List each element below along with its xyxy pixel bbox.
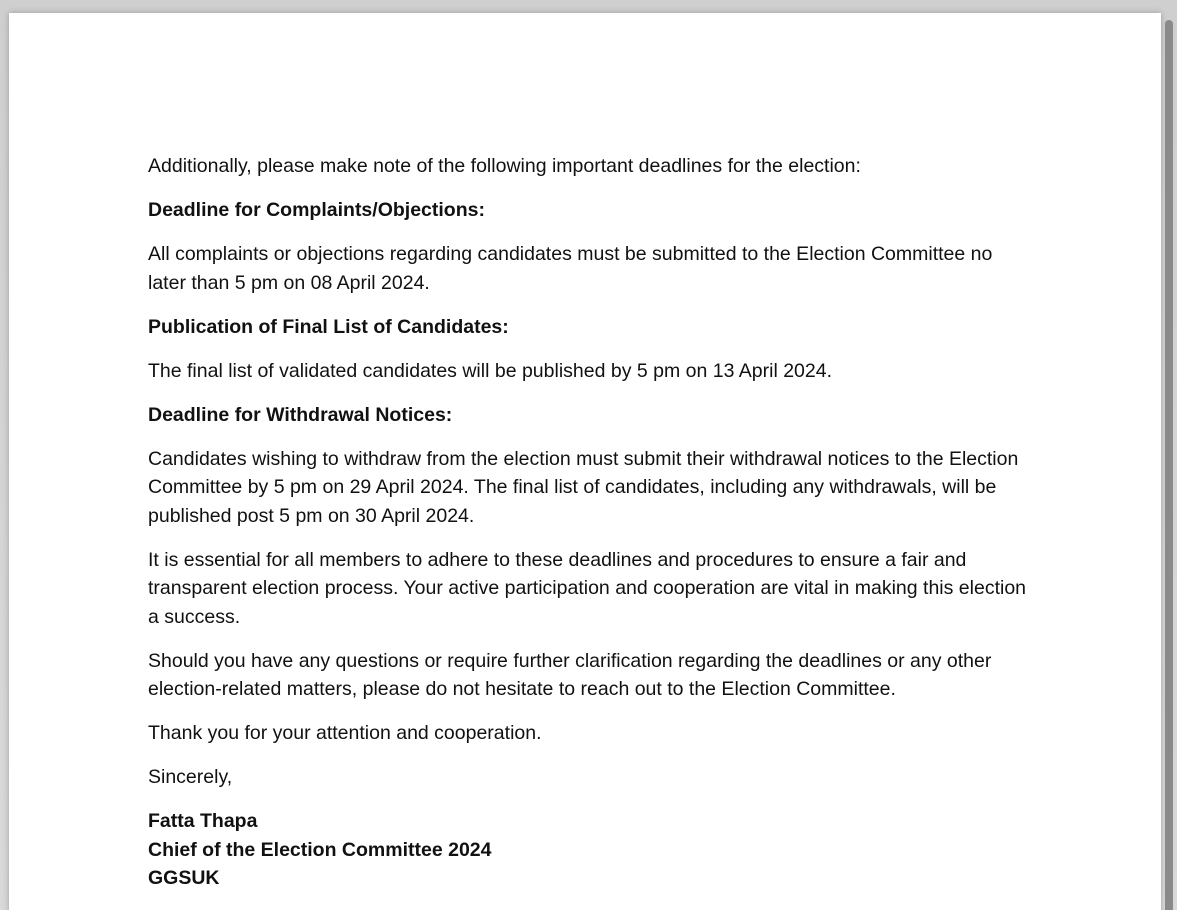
signatory-organization: GGSUK	[148, 867, 220, 889]
complaints-deadline-heading: Deadline for Complaints/Objections:	[148, 199, 485, 221]
withdrawal-deadline-body: Candidates wishing to withdraw from the election must submit their withdrawal notices to the Election Committee by 5 pm on 29 April 2024. The final list of candidates, including any withdrawals, will be published post 5 pm on 30 April 2024.	[148, 447, 1019, 527]
vertical-scrollbar[interactable]	[1161, 0, 1177, 910]
thanks-paragraph: Thank you for your attention and cooperation.	[148, 722, 542, 744]
scrollbar-thumb[interactable]	[1165, 20, 1173, 910]
letter-content	[148, 152, 1028, 893]
final-list-heading: Publication of Final List of Candidates:	[148, 315, 509, 338]
signature-block	[148, 807, 1028, 893]
document-page	[9, 13, 1161, 910]
signatory-name: Fatta Thapa	[148, 810, 258, 832]
complaints-deadline-body: All complaints or objections regarding candidates must be submitted to the Election Committee no later than 5 pm on 08 April 2024.	[148, 243, 993, 294]
essential-paragraph: It is essential for all members to adhere to these deadlines and procedures to ensure a fair and transparent election process. Your active participation and cooperation are vital in making this election a success.	[148, 548, 1027, 628]
final-list-body: The final list of validated candidates will be published by 5 pm on 13 April 2024.	[148, 359, 833, 382]
intro-paragraph: Additionally, please make note of the following important deadlines for the election:	[148, 155, 861, 177]
closing-line: Sincerely,	[148, 766, 233, 788]
questions-paragraph: Should you have any questions or require further clarification regarding the deadlines or any other election-related matters, please do not hesitate to reach out to the Election Committee.	[148, 649, 992, 700]
withdrawal-deadline-heading: Deadline for Withdrawal Notices:	[148, 403, 453, 426]
signatory-title: Chief of the Election Committee 2024	[148, 838, 492, 861]
